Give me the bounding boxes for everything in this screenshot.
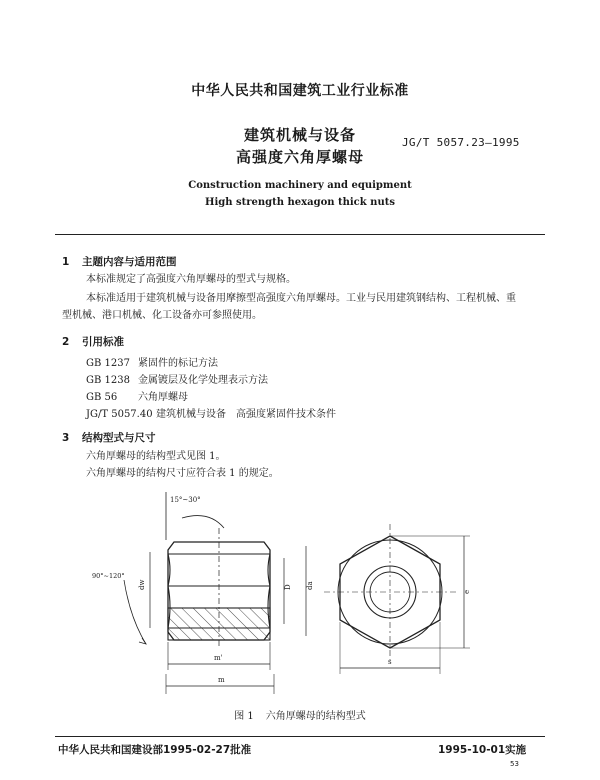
ref-name: 紧固件的标记方法 — [138, 358, 218, 369]
section-1-number: 1 — [62, 256, 70, 268]
ministry-header: 中华人民共和国建筑工业行业标准 — [191, 83, 409, 99]
ref-item — [86, 354, 218, 369]
title-cn-line1: 建筑机械与设备 — [243, 126, 356, 144]
nut-side-view — [168, 528, 270, 648]
bottom-rule — [55, 736, 545, 737]
ref-code: GB 1237 — [86, 358, 130, 369]
ref-code: JG/T 5057.40 — [86, 409, 153, 420]
ref-name: 金属镀层及化学处理表示方法 — [138, 375, 268, 386]
nut-top-view — [324, 524, 456, 660]
section-1-title — [62, 254, 177, 269]
section-3-title — [62, 430, 156, 445]
title-cn-line2: 高强度六角厚螺母 — [235, 148, 364, 166]
angle-arc-top — [182, 516, 224, 528]
ref-item — [86, 371, 268, 386]
title-en-line2: High strength hexagon thick nuts — [205, 197, 395, 208]
ref-code: GB 1238 — [86, 375, 130, 386]
ref-item — [86, 405, 336, 420]
ref-code: GB 56 — [86, 392, 118, 403]
dim-m: m — [218, 676, 225, 684]
section-2-heading: 引用标准 — [82, 336, 124, 348]
section-3-para-2: 六角厚螺母的结构尺寸应符合表 1 的规定。 — [86, 468, 279, 479]
section-3-heading: 结构型式与尺寸 — [82, 432, 156, 444]
nut-structure-figure — [84, 488, 504, 700]
dim-da: da — [306, 581, 314, 590]
dim-m-prime: m' — [214, 654, 223, 662]
figure-caption-label: 图 1 — [234, 711, 254, 722]
section-1-para-2-line1: 本标准适用于建筑机械与设备用摩擦型高强度六角厚螺母。工业与民用建筑钢结构、工程机械、重 — [86, 293, 516, 304]
dim-s: s — [388, 658, 392, 666]
dim-dw: dw — [138, 579, 146, 590]
approval-date: 中华人民共和国建设部1995-02-27批准 — [58, 744, 252, 756]
section-3-number: 3 — [62, 432, 70, 444]
figure-caption-text: 六角厚螺母的结构型式 — [265, 711, 366, 722]
ref-item — [86, 388, 188, 403]
section-1-para-1: 本标准规定了高强度六角厚螺母的型式与规格。 — [86, 274, 296, 285]
section-2-number: 2 — [62, 336, 70, 348]
page-number: 53 — [510, 760, 519, 768]
section-1-para-2-line2: 型机械、港口机械、化工设备亦可参照使用。 — [62, 310, 262, 321]
figure-caption — [0, 707, 600, 722]
implementation-date: 1995-10-01实施 — [438, 744, 527, 756]
top-rule — [55, 234, 545, 235]
dim-D: D — [284, 584, 292, 590]
angle-label-side: 90°~120° — [92, 572, 125, 580]
section-2-title — [62, 334, 124, 349]
angle-label-top: 15°~30° — [170, 496, 201, 504]
title-en-line1: Construction machinery and equipment — [188, 180, 412, 191]
standard-code: JG/T 5057.23—1995 — [402, 136, 520, 149]
ref-name: 建筑机械与设备 高强度紧固件技术条件 — [156, 409, 336, 420]
dim-e: e — [463, 589, 471, 594]
section-3-para-1: 六角厚螺母的结构型式见图 1。 — [86, 451, 226, 462]
section-1-heading: 主题内容与适用范围 — [82, 256, 177, 268]
ref-name: 六角厚螺母 — [138, 392, 188, 403]
